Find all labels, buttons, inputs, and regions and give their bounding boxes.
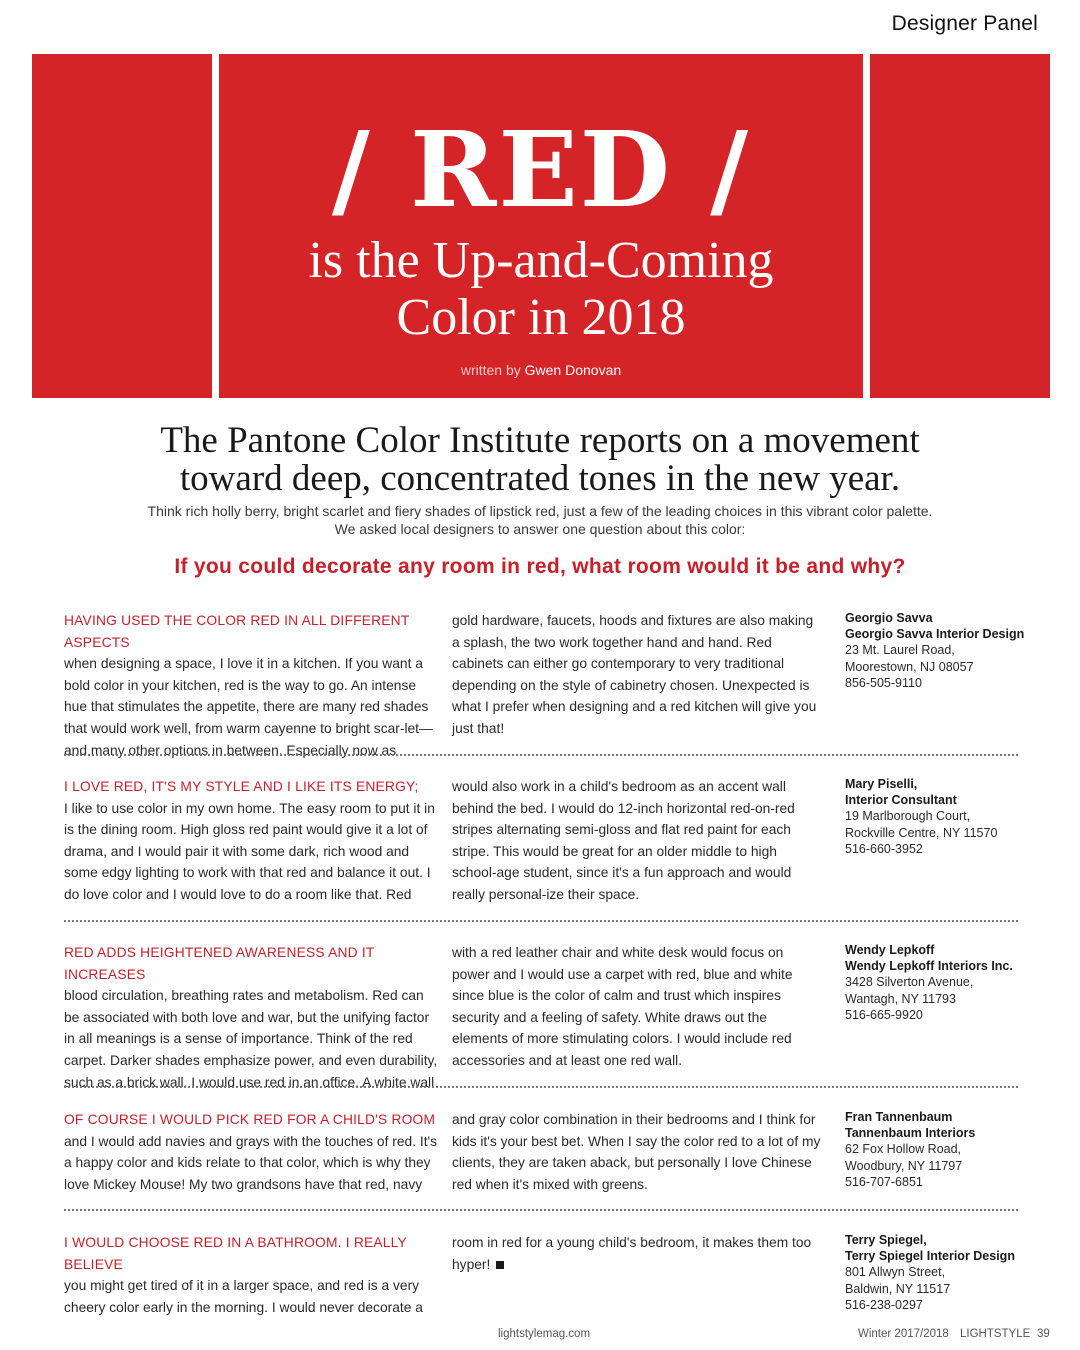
entry-mid-column: would also work in a child's bedroom as an accent wall behind the bed. I would do 12-inch horizontal red-on-red stripes alternating semi-gloss and flat red paint for each stripe. This would be great for an older middle to high school-age student, since it's a fun approach and would really personal-ize their space. <box>452 779 795 902</box>
entry-mid-text: room in red for a young child's bedroom, it makes them too hyper! <box>452 1235 812 1272</box>
panel-question: If you could decorate any room in red, what room would it be and why? <box>174 555 906 578</box>
designer-firm: Georgio Savva Interior Design <box>845 627 1025 642</box>
byline-author: Gwen Donovan <box>524 362 622 378</box>
designer-name: Terry Spiegel, <box>845 1233 927 1247</box>
byline <box>219 362 863 378</box>
footer-page-number: 39 <box>1037 1328 1050 1340</box>
entry-left-text: and I would add navies and grays with the touches of red. It's a happy color and kids relate to that color, which is why they love Mickey Mouse! My two grandsons have that red, navy <box>64 1133 438 1192</box>
designer-address-line2: Wantagh, NY 11793 <box>845 991 956 1006</box>
end-of-article-square-icon <box>496 1261 504 1269</box>
entry-mid-column: with a red leather chair and white desk would focus on power and I would use a carpet with red, blue and white since blue is the color of calm and trust which inspires security and a feeling of safety. White draws out the elements of more stimulating colors. I would include red accessories and at least one red wall. <box>452 945 793 1068</box>
designer-name: Georgio Savva <box>845 611 933 625</box>
dotted-divider <box>64 920 1018 922</box>
intro-line1: Think rich holly berry, bright scarlet and fiery shades of lipstick red, just a few of the leading choices in this vibrant color palette. <box>147 503 933 519</box>
entry-left-column <box>64 776 439 906</box>
designer-firm: Interior Consultant <box>845 793 957 808</box>
dotted-divider <box>64 1209 1018 1211</box>
designer-address-line2: Baldwin, NY 11517 <box>845 1281 951 1296</box>
designer-name: Mary Piselli, <box>845 777 918 791</box>
designer-contact <box>845 1109 1045 1190</box>
designer-contact <box>845 776 1045 857</box>
footer-website: lightstylemag.com <box>498 1328 591 1340</box>
designer-firm: Tannenbaum Interiors <box>845 1126 976 1141</box>
entry-lead: HAVING USED THE COLOR RED IN ALL DIFFERENT ASPECTS <box>64 613 410 650</box>
designer-address-line2: Moorestown, NJ 08057 <box>845 659 974 674</box>
designer-phone: 516-707-6851 <box>845 1174 923 1189</box>
entry-mid-column: gold hardware, faucets, hoods and fixtures are also making a splash, the two work together hand and hand. Red cabinets can either go contemporary to very traditional depending on the style of cabinetry chosen. Unexpected is what I prefer when designing and a red kitchen will give you just that! <box>452 613 817 736</box>
dotted-divider <box>64 754 1018 756</box>
footer-magazine: LIGHTSTYLE <box>960 1328 1031 1340</box>
entry-lead: RED ADDS HEIGHTENED AWARENESS AND IT INCREASES <box>64 945 375 982</box>
entry-left-column <box>64 610 439 761</box>
article-intro <box>60 502 1020 538</box>
entry-mid-column <box>452 1232 824 1275</box>
designer-phone: 516-238-0297 <box>845 1297 923 1312</box>
hero-subtitle-line2: Color in 2018 <box>396 289 686 346</box>
designer-firm: Terry Spiegel Interior Design <box>845 1249 1015 1264</box>
hero-red-panel-right <box>870 54 1050 398</box>
designer-name: Fran Tannenbaum <box>845 1110 953 1124</box>
byline-prefix: written by <box>460 362 521 378</box>
hero-subtitle-line1: is the Up-and-Coming <box>308 232 774 289</box>
designer-address-line1: 801 Allwyn Street, <box>845 1265 946 1280</box>
intro-line2: We asked local designers to answer one question about this color: <box>334 521 746 537</box>
entry-left-text: when designing a space, I love it in a kitchen. If you want a bold color in your kitchen, red is the way to go. An intense hue that stimulates the appetite, there are many red shades that would work well, from warm cayenne to bright scar-let—and many other options in between. Especially now as <box>64 656 433 758</box>
designer-address-line1: 23 Mt. Laurel Road, <box>845 643 955 658</box>
designer-address-line1: 3428 Silverton Avenue, <box>845 975 974 990</box>
entry-left-text: I like to use color in my own home. The easy room to put it in is the dining room. High gloss red paint would give it a lot of drama, and I would pair it with some dark, rich wood and some edgy lighting to work with that red and balance it out. I do love color and I would love to do a room like that. Red <box>64 800 435 902</box>
headline-line2: toward deep, concentrated tones in the new year. <box>179 458 901 499</box>
entry-lead: I WOULD CHOOSE RED IN A BATHROOM. I REALLY BELIEVE <box>64 1235 407 1272</box>
designer-firm: Wendy Lepkoff Interiors Inc. <box>845 959 1013 974</box>
designer-name: Wendy Lepkoff <box>845 943 935 957</box>
dotted-divider <box>64 1086 1018 1088</box>
entry-lead: OF COURSE I WOULD PICK RED FOR A CHILD'S ROOM <box>64 1112 436 1127</box>
hero-red-panel-left <box>32 54 212 398</box>
entry-left-text: you might get tired of it in a larger space, and red is a very cheery color early in the morning. I would never decorate a <box>64 1278 423 1315</box>
designer-address-line2: Rockville Centre, NY 11570 <box>845 825 998 840</box>
designer-address-line1: 19 Marlborough Court, <box>845 809 971 824</box>
entry-left-column <box>64 942 439 1093</box>
designer-address-line1: 62 Fox Hollow Road, <box>845 1142 962 1157</box>
designer-address-line2: Woodbury, NY 11797 <box>845 1158 963 1173</box>
designer-contact <box>845 942 1045 1023</box>
designer-contact <box>845 610 1045 691</box>
entry-lead: I LOVE RED, IT'S MY STYLE AND I LIKE ITS ENERGY; <box>64 779 419 794</box>
entry-left-column <box>64 1109 439 1195</box>
footer-issue: Winter 2017/2018 <box>858 1328 949 1340</box>
designer-contact <box>845 1232 1045 1313</box>
hero-title: / RED / <box>331 108 751 231</box>
entry-left-column <box>64 1232 439 1318</box>
designer-phone: 516-660-3952 <box>845 841 923 856</box>
article-headline <box>60 422 1020 498</box>
entry-mid-column: and gray color combination in their bedrooms and I think for kids it's your best bet. When I say the color red to a lot of my clients, they are taken aback, but personally I love Chinese red when it's mixed with greens. <box>452 1112 821 1192</box>
designer-phone: 516-665-9920 <box>845 1007 923 1022</box>
designer-phone: 856-505-9110 <box>845 675 922 690</box>
hero-subtitle <box>219 232 863 346</box>
section-label: Designer Panel <box>891 12 1038 35</box>
headline-line1: The Pantone Color Institute reports on a movement <box>160 420 920 461</box>
entry-left-text: blood circulation, breathing rates and metabolism. Red can be associated with both love and war, but the unifying factor in all meanings is a sense of importance. Think of the red carpet. Darker shades emphasize power, and even durability, such as a brick wall. I would use red in an office. A white wall <box>64 988 438 1090</box>
